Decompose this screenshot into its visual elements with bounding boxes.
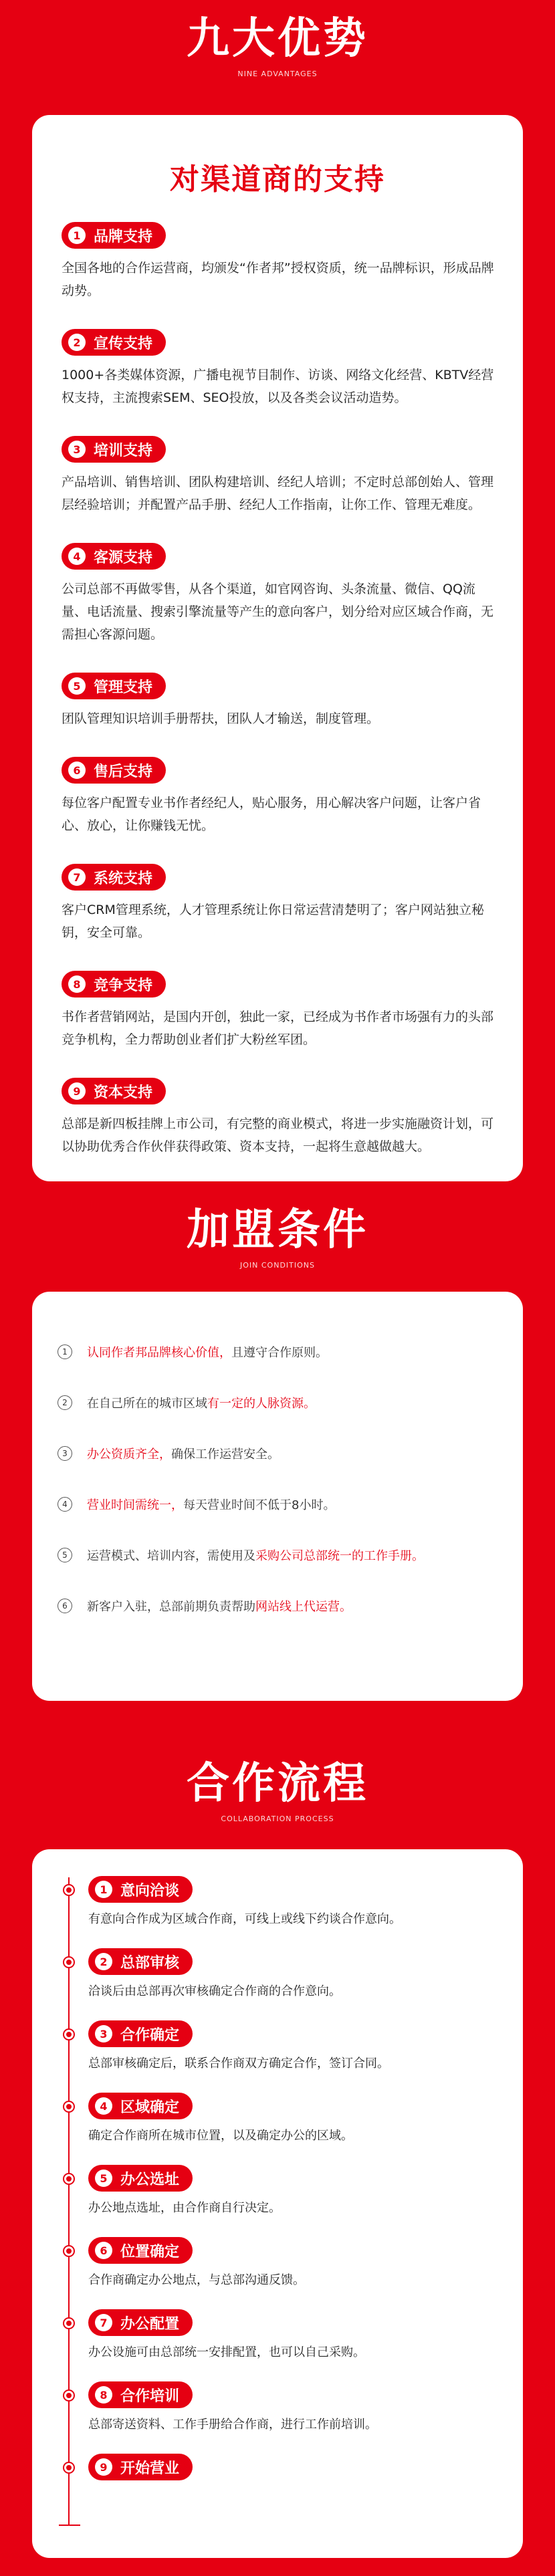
process-step bbox=[62, 2093, 503, 2165]
badge-number: 4 bbox=[95, 2097, 112, 2115]
badge-label: 总部审核 bbox=[120, 1954, 180, 1972]
condition-text-highlight: 有一定的人脉资源。 bbox=[207, 1397, 316, 1411]
advantage-description: 全国各地的合作运营商，均颁发“作者邦”授权资质，统一品牌标识，形成品牌动势。 bbox=[62, 261, 494, 298]
advantage-item bbox=[62, 673, 496, 730]
advantage-description: 每位客户配置专业书作者经纪人，贴心服务，用心解决客户问题，让客户省心、放心，让你赚钱无忧。 bbox=[62, 796, 481, 833]
advantage-badge bbox=[62, 864, 166, 891]
advantages-card bbox=[32, 115, 523, 1181]
advantage-badge bbox=[62, 222, 166, 249]
step-badge bbox=[88, 2237, 193, 2264]
condition-number: 2 bbox=[58, 1395, 72, 1410]
badge-label: 客源支持 bbox=[94, 549, 153, 566]
badge-number: 3 bbox=[68, 441, 86, 458]
advantage-badge bbox=[62, 757, 166, 784]
process-card bbox=[32, 1849, 523, 2558]
section-title: 九大优势 bbox=[187, 14, 368, 64]
condition-number: 3 bbox=[58, 1446, 72, 1461]
step-badge bbox=[88, 1948, 193, 1975]
step-badge bbox=[88, 2020, 193, 2047]
badge-number: 9 bbox=[95, 2458, 112, 2476]
advantage-item bbox=[62, 864, 496, 944]
advantage-item bbox=[62, 436, 496, 516]
section-title: 加盟条件 bbox=[187, 1205, 368, 1255]
step-badge bbox=[88, 2165, 193, 2192]
process-step bbox=[62, 2020, 503, 2093]
badge-number: 6 bbox=[95, 2242, 112, 2259]
advantage-item bbox=[62, 757, 496, 837]
advantage-description: 书作者营销网站，是国内开创，独此一家，已经成为书作者市场强有力的头部竞争机构，全力帮助创业者们扩大粉丝军团。 bbox=[62, 1010, 494, 1047]
timeline-dot bbox=[64, 2246, 74, 2256]
condition-text-plain: 确保工作运营安全。 bbox=[171, 1447, 280, 1461]
badge-label: 培训支持 bbox=[94, 442, 153, 459]
conditions-card bbox=[32, 1292, 523, 1701]
condition-text bbox=[87, 1597, 352, 1615]
condition-text bbox=[87, 1343, 328, 1361]
step-description: 办公设施可由总部统一安排配置，也可以自己采购。 bbox=[88, 2345, 365, 2359]
badge-label: 宣传支持 bbox=[94, 335, 153, 352]
condition-text-plain: 新客户入驻，总部前期负责帮助 bbox=[87, 1600, 255, 1614]
badge-number: 2 bbox=[68, 334, 86, 351]
badge-number: 5 bbox=[95, 2170, 112, 2187]
condition-item bbox=[58, 1530, 512, 1580]
advantages-list bbox=[62, 222, 496, 1185]
process-step bbox=[62, 1876, 503, 1948]
badge-label: 资本支持 bbox=[94, 1084, 153, 1101]
badge-label: 竞争支持 bbox=[94, 977, 153, 994]
badge-label: 办公选址 bbox=[120, 2171, 180, 2188]
advantage-badge bbox=[62, 971, 166, 998]
badge-label: 管理支持 bbox=[94, 679, 153, 696]
badge-number: 6 bbox=[68, 762, 86, 779]
advantage-badge bbox=[62, 1078, 166, 1104]
advantage-badge bbox=[62, 673, 166, 699]
badge-number: 7 bbox=[95, 2314, 112, 2331]
process-step bbox=[62, 2381, 503, 2454]
timeline-dot bbox=[64, 1958, 74, 1967]
process-step bbox=[62, 2165, 503, 2237]
condition-item bbox=[58, 1580, 512, 1631]
badge-label: 合作培训 bbox=[120, 2387, 180, 2405]
advantage-description: 团队管理知识培训手册帮扶，团队人才输送，制度管理。 bbox=[62, 711, 380, 726]
badge-number: 9 bbox=[68, 1082, 86, 1100]
advantage-item bbox=[62, 222, 496, 302]
badge-number: 2 bbox=[95, 1953, 112, 1970]
badge-label: 合作确定 bbox=[120, 2026, 180, 2044]
process-step bbox=[62, 1948, 503, 2020]
advantage-description: 公司总部不再做零售，从各个渠道，如官网咨询、头条流量、微信、QQ流量、电话流量、搜索引擎流量等产生的意向客户，划分给对应区域合作商，无需担心客源问题。 bbox=[62, 582, 494, 642]
condition-text-plain: 每天营业时间不低于8小时。 bbox=[183, 1498, 336, 1512]
timeline-dot bbox=[64, 2030, 74, 2039]
badge-label: 售后支持 bbox=[94, 763, 153, 780]
timeline-dot bbox=[64, 2391, 74, 2400]
advantage-badge bbox=[62, 543, 166, 570]
badge-number: 8 bbox=[95, 2386, 112, 2404]
badge-number: 1 bbox=[95, 1881, 112, 1898]
advantage-badge bbox=[62, 436, 166, 463]
condition-item bbox=[58, 1377, 512, 1428]
section-header-advantages bbox=[0, 12, 555, 78]
step-description: 总部寄送资料、工作手册给合作商，进行工作前培训。 bbox=[88, 2418, 377, 2432]
condition-text-highlight: 营业时间需统一， bbox=[87, 1498, 183, 1512]
step-description: 总部审核确定后，联系合作商双方确定合作，签订合同。 bbox=[88, 2057, 389, 2071]
badge-label: 品牌支持 bbox=[94, 228, 153, 245]
section-subtitle: COLLABORATION PROCESS bbox=[221, 1814, 334, 1823]
badge-label: 系统支持 bbox=[94, 870, 153, 887]
condition-item bbox=[58, 1428, 512, 1479]
section-header-process bbox=[0, 1757, 555, 1823]
advantage-item bbox=[62, 971, 496, 1051]
process-step bbox=[62, 2237, 503, 2309]
badge-number: 4 bbox=[68, 548, 86, 565]
badge-number: 1 bbox=[68, 227, 86, 244]
step-description: 确定合作商所在城市位置，以及确定办公的区域。 bbox=[88, 2129, 353, 2143]
conditions-list bbox=[58, 1326, 512, 1631]
condition-text bbox=[87, 1394, 316, 1411]
step-description: 有意向合作成为区域合作商，可线上或线下约谈合作意向。 bbox=[88, 1912, 401, 1926]
badge-number: 5 bbox=[68, 677, 86, 695]
card-title: 对渠道商的支持 bbox=[170, 162, 385, 197]
advantage-description: 客户CRM管理系统，人才管理系统让你日常运营清楚明了；客户网站独立秘钥，安全可靠。 bbox=[62, 903, 484, 940]
advantage-badge bbox=[62, 329, 166, 356]
section-title: 合作流程 bbox=[187, 1759, 368, 1808]
advantage-item bbox=[62, 1078, 496, 1158]
timeline-dot bbox=[64, 2174, 74, 2184]
process-step bbox=[62, 2454, 503, 2526]
step-badge bbox=[88, 2309, 193, 2336]
section-subtitle: NINE ADVANTAGES bbox=[237, 70, 318, 78]
step-badge bbox=[88, 1876, 193, 1903]
condition-item bbox=[58, 1326, 512, 1377]
condition-text-plain: 且遵守合作原则。 bbox=[231, 1346, 328, 1360]
timeline-dot bbox=[64, 2463, 74, 2472]
condition-number: 4 bbox=[58, 1497, 72, 1512]
badge-label: 意向洽谈 bbox=[120, 1882, 180, 1899]
step-description: 办公地点选址，由合作商自行决定。 bbox=[88, 2201, 281, 2215]
step-badge bbox=[88, 2381, 193, 2408]
badge-label: 位置确定 bbox=[120, 2243, 180, 2260]
condition-text bbox=[87, 1496, 335, 1513]
timeline-dot bbox=[64, 2319, 74, 2328]
step-badge bbox=[88, 2093, 193, 2119]
condition-item bbox=[58, 1479, 512, 1530]
condition-text-highlight: 认同作者邦品牌核心价值， bbox=[87, 1346, 231, 1360]
badge-label: 开始营业 bbox=[120, 2460, 180, 2477]
advantage-description: 产品培训、销售培训、团队构建培训、经纪人培训；不定时总部创始人、管理层经验培训；并配置产品手册、经纪人工作指南，让你工作、管理无难度。 bbox=[62, 475, 494, 512]
step-description: 洽谈后由总部再次审核确定合作商的合作意向。 bbox=[88, 1984, 341, 1998]
condition-text-highlight: 网站线上代运营。 bbox=[255, 1600, 352, 1614]
process-steps bbox=[62, 1876, 503, 2526]
badge-label: 区域确定 bbox=[120, 2099, 180, 2116]
advantage-description: 1000+各类媒体资源，广播电视节目制作、访谈、网络文化经营、KBTV经营权支持，主流搜索SEM、SEO投放，以及各类会议活动造势。 bbox=[62, 368, 494, 405]
timeline-dot bbox=[64, 2102, 74, 2111]
condition-number: 5 bbox=[58, 1548, 72, 1562]
advantage-item bbox=[62, 329, 496, 409]
badge-label: 办公配置 bbox=[120, 2315, 180, 2333]
section-header-conditions bbox=[0, 1203, 555, 1270]
step-badge bbox=[88, 2454, 193, 2480]
process-step bbox=[62, 2309, 503, 2381]
advantage-item bbox=[62, 543, 496, 646]
condition-number: 1 bbox=[58, 1344, 72, 1359]
condition-text-highlight: 采购公司总部统一的工作手册。 bbox=[255, 1549, 424, 1563]
condition-text-highlight: 办公资质齐全， bbox=[87, 1447, 171, 1461]
advantage-description: 总部是新四板挂牌上市公司，有完整的商业模式，将进一步实施融资计划，可以协助优秀合作伙伴获得政策、资本支持，一起将生意越做越大。 bbox=[62, 1117, 494, 1154]
condition-text bbox=[87, 1445, 280, 1462]
step-description: 合作商确定办公地点，与总部沟通反馈。 bbox=[88, 2273, 305, 2287]
condition-text bbox=[87, 1546, 424, 1564]
badge-number: 3 bbox=[95, 2025, 112, 2042]
condition-text-plain: 运营模式、培训内容，需使用及 bbox=[87, 1549, 255, 1563]
condition-number: 6 bbox=[58, 1599, 72, 1613]
badge-number: 8 bbox=[68, 975, 86, 993]
timeline-dot bbox=[64, 1885, 74, 1895]
condition-text-plain: 在自己所在的城市区域 bbox=[87, 1397, 207, 1411]
section-subtitle: JOIN CONDITIONS bbox=[240, 1261, 315, 1270]
badge-number: 7 bbox=[68, 868, 86, 886]
